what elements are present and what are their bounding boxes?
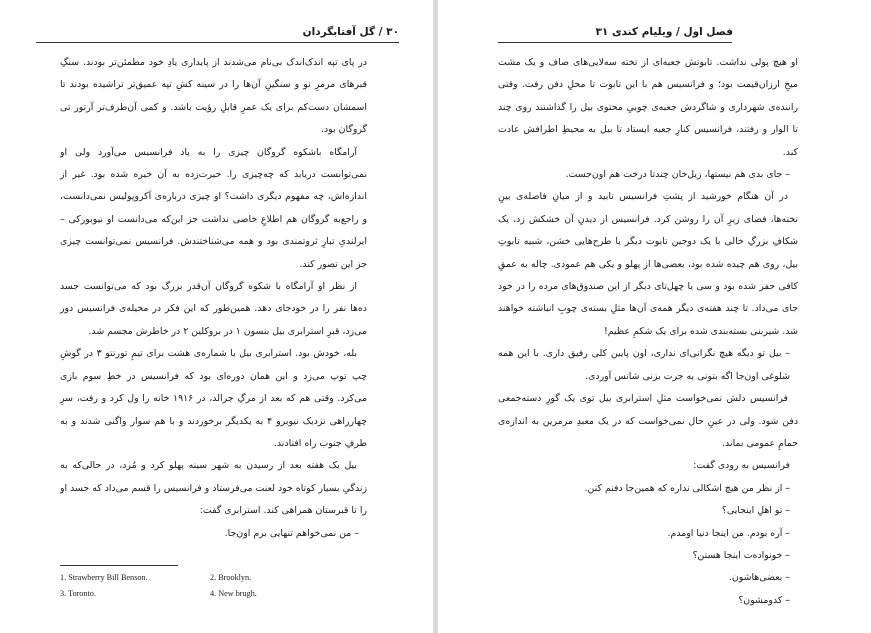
dialogue-line: – آره بودم. من اینجا دنیا اومدم.	[667, 527, 790, 539]
paragraph: آرامگاه باشکوه گروگان چیزی را به یاد فرانسیس می‌آورد ولی او نمی‌توانست دریابد که چه‌چیزی را. حیرت‌زده به آن خیره شده بود. غیر از اندازه‌اش، چه مفهوم دیگری داشت؟ او چیزی درباره‌ی آکروپولیس نمی‌دانست، و راجع‌به گروگان هم اطلاعِ خاصی نداشت جز این‌که می‌دانست او نیوبورکی – ایرلندیِ تبارِ ثروتمندی بود و همه می‌شناختندش. فرانسیس نمی‌توانست چیزی جز این تصور کند.	[60, 146, 367, 270]
header-divider-left	[36, 42, 399, 43]
left-page	[0, 0, 433, 633]
dialogue-line: – از نظر من هیچ اشکالی نداره که همین‌جا دفنم کنن.	[584, 482, 790, 494]
paragraph: فرانسیس به رودی گفت:	[693, 460, 790, 472]
footnote-1: 1. Strawberry Bill Benson.	[60, 573, 148, 582]
footnote-3: 3. Toronto.	[60, 589, 96, 598]
paragraph: در پای تپه اندک‌اندک بی‌نام می‌شدند از پایداری یادِ خود مطمئن‌تر بودند. سنگِ قبرهای مرمرِ نو و سنگینِ آن‌ها را در سینه کشِ تپه عمیق‌تر تراشیده بودند تا اسمشان دست‌کم برای یک عمرِ قابلِ رؤیت باشد. و کمی آن‌طرف‌تر آرتور تی گروگان بود.	[60, 57, 367, 136]
paragraph: از نظر او آرامگاه با شکوه گروگان آن‌قدر بزرگ بود که می‌توانست جسد ده‌ها نفر را در خودجای دهد. همین‌طور که این فکر در مخیله‌ی فرانسیس دور می‌زد، قبرِ استرابری بیل بنسون ۱ در بروکلین ۲ در خاطرش مجسم شد.	[60, 281, 367, 337]
footnote-divider	[60, 565, 178, 566]
footnote-4: 4. New brugh.	[210, 589, 257, 598]
paragraph: در آن هنگام خورشید از پشتِ فرانسیس تابید و از میانِ فاصله‌ی بینِ تخته‌ها، فضای زیرِ آن را روشن کرد. فرانسیس از دیدنِ آن خشکش زد، یک شکافِ بزرگِ خالی با یک دوجین تابوت دیگر با طرح‌هایی خشن، شبیه تابوتِ بیل، روی هم چیده شده بود، بعضی‌ها از پهلو و یکی هم عمودی. چاله به عمقِ کافی حفر شده بود و سی یا چهل‌تای دیگر از این صندوق‌های مرده را در خود جای می‌داد. تا چند هفته‌ی دیگر همه‌ی آن‌ها مثلِ بسته‌ی چوبِ انباشته خواهند شد. شیربنی بسته‌بندی شده برای یک شکمِ عظیم!	[498, 191, 798, 337]
paragraph: بیل یک هفته بعد از رسیدن به شهر سینه پهلو کرد و مُرد، در حالی‌که به زندگیِ بسیار کوتاه خود لعنت می‌فرستاد و فرانسیس را قسم می‌داد که جسد او را تا قبرستان همراهی کند. استرابری گفت:	[60, 460, 367, 517]
dialogue-line: – بیل تو دیگه هیچ نگرانی‌ای نداری، اون پایین کلی رفیق داری. با این همه شلوغی اون‌جا اگه بتونی یه جرت بزنی شانس آوردی.	[498, 348, 790, 382]
footnotes	[60, 570, 360, 602]
dialogue-line: – تو اهلِ اینجایی؟	[721, 505, 790, 517]
page-header-left: ۳۰ / گل آفتابگردان	[302, 26, 399, 38]
dialogue-line: – خونواده‌ت اینجا هستن؟	[692, 549, 790, 561]
dialogue-line: – من نمی‌خواهم تنهایی برم اون‌جا.	[224, 527, 359, 539]
right-page	[438, 0, 871, 633]
dialogue-line: – کدومشون؟	[738, 594, 790, 606]
paragraph: فرانسیس دلش نمی‌خواست مثلِ استرابری بیل توی یک گورِ دسته‌جمعی دفن شود. ولی در عینِ حال نمی‌خواست که در یک معبدِ مرمرین به اندازه‌ی حمامِ عمومی بماند.	[498, 393, 798, 449]
dialogue-line: – بعضی‌هاشون.	[728, 572, 790, 584]
left-page-body	[60, 52, 367, 545]
right-page-body	[498, 52, 798, 612]
paragraph: او هیچ پولی نداشت. تابوتش جعبه‌ای از تخته سه‌لایی‌های صاف و یک مشت میخِ ارزان‌قیمت بود؛ و فرانسیس هم با این تابوت تا محلِ دفن رفت. وقتی راننده‌ی شهرداری و شاگردش جعبه‌ی چوبیِ محتوی بیل را گذاشتند روی چند تا الوار و رفتند، فرانسیس کنارِ جعبه ایستاد تا بیل به محیطِ اطرافش عادت کند.	[498, 57, 798, 158]
header-divider-right	[498, 42, 732, 43]
page-header-right: فصل اول / ویلیام کندی ۳۱	[595, 26, 733, 38]
footnote-2: 2. Brooklyn.	[210, 573, 252, 582]
paragraph: بله، خودش بود. استرابری بیل با شماره‌ی هشت برای تیمِ تورنتو ۳ در گوشِ چپ توپ می‌زد و این همان دوره‌ای بود که فرانسیس در خطِ سوم بازی می‌کرد. وقتی هم که بعد از مرگِ جرالد، در ۱۹۱۶ خانه را ول کرد و رفت، سرِ چهارراهی نزدیک نیوبرو ۴ به یکدیگر برخوردند و با هم سوار واگنی شدند و به طرفِ جنوب راه افتادند.	[60, 348, 367, 449]
dialogue-line: – جای بدی هم نیستها، زیل‌خان چندتا درخت هم اون‌جست.	[565, 169, 790, 181]
